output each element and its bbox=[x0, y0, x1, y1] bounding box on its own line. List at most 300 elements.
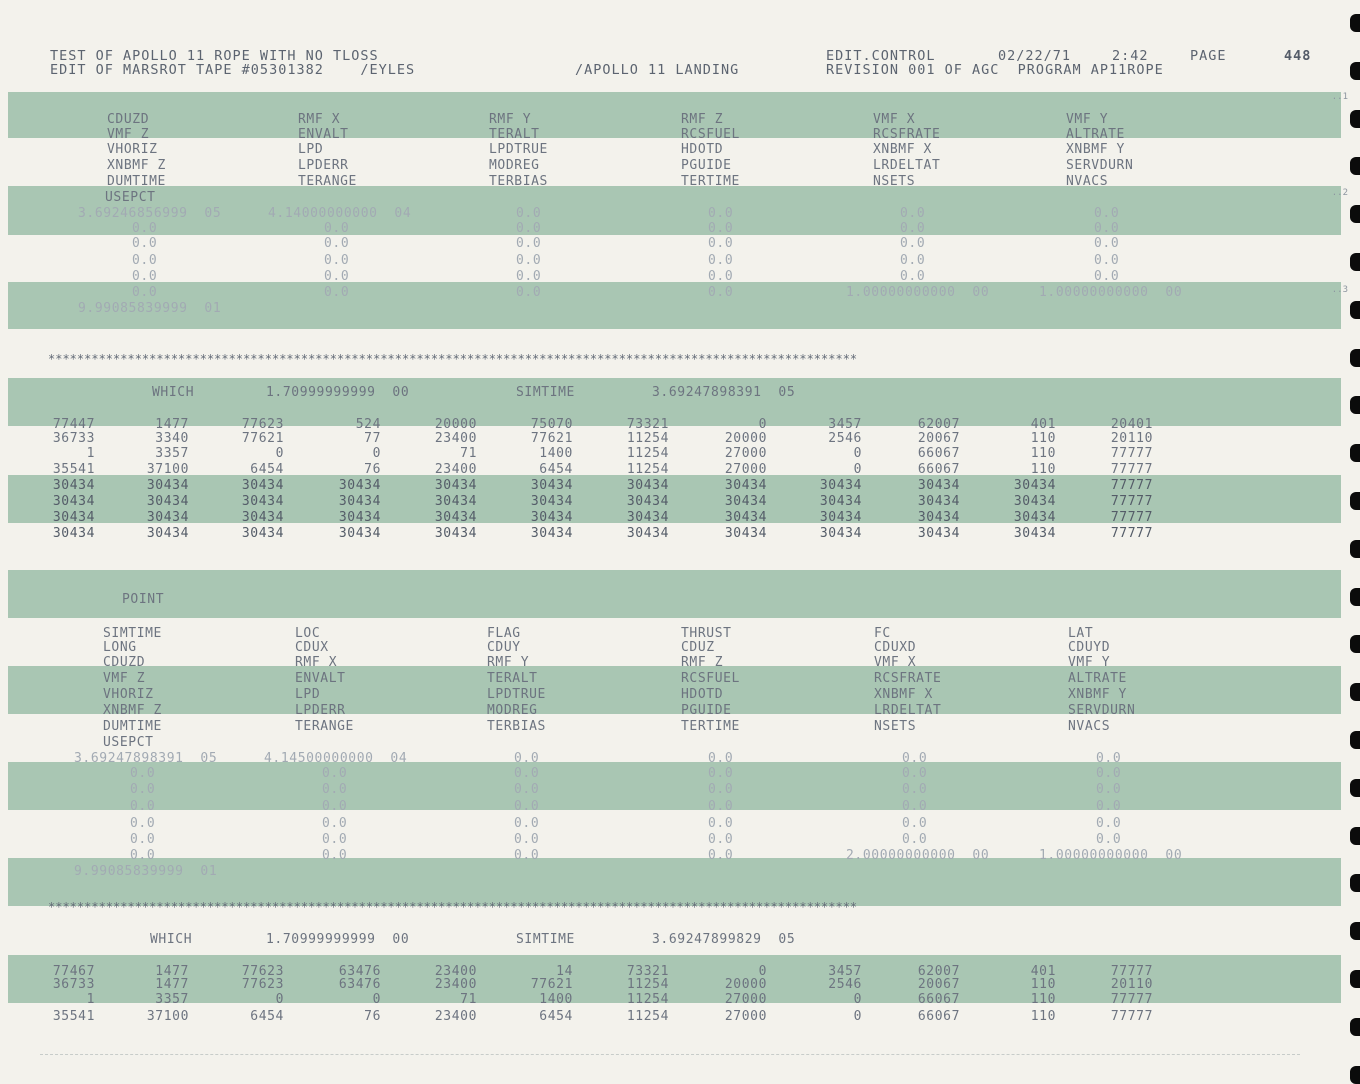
octal-cell: 75070 bbox=[530, 417, 573, 432]
field-value: 0.0 bbox=[322, 832, 348, 847]
field-label: LPD bbox=[298, 142, 324, 157]
field-label: MODREG bbox=[489, 158, 540, 173]
field-value: 0.0 bbox=[514, 782, 540, 797]
octal-cell: 20000 bbox=[724, 977, 767, 992]
field-label: LOC bbox=[295, 626, 321, 641]
margin-mark: ..1 bbox=[1331, 92, 1348, 102]
octal-cell: 77777 bbox=[1110, 494, 1153, 509]
field-value: 0.0 bbox=[1094, 236, 1120, 251]
field-value: 0.0 bbox=[514, 816, 540, 831]
octal-cell: 30434 bbox=[241, 478, 284, 493]
field-label: THRUST bbox=[681, 626, 732, 641]
paper-band bbox=[8, 570, 1341, 618]
simtime-value: 3.69247898391 05 bbox=[652, 385, 796, 400]
octal-cell: 30434 bbox=[917, 510, 960, 525]
octal-cell: 77621 bbox=[530, 431, 573, 446]
field-label: SIMTIME bbox=[103, 626, 162, 641]
field-label: RMF Z bbox=[681, 112, 724, 127]
sprocket-hole bbox=[1350, 253, 1360, 271]
header-revision: REVISION 001 OF AGC PROGRAM AP11ROPE bbox=[826, 62, 1164, 78]
header-date: 02/22/71 bbox=[998, 48, 1072, 64]
tractor-feed-strip bbox=[1346, 0, 1360, 1072]
octal-cell: 37100 bbox=[146, 462, 189, 477]
field-label: FLAG bbox=[487, 626, 521, 641]
octal-cell: 6454 bbox=[539, 462, 573, 477]
header-time: 2:42 bbox=[1112, 48, 1149, 64]
octal-cell: 30434 bbox=[626, 494, 669, 509]
paper-band bbox=[8, 762, 1341, 810]
field-value: 0.0 bbox=[708, 206, 734, 221]
octal-cell: 11254 bbox=[626, 1009, 669, 1024]
sprocket-hole bbox=[1350, 922, 1360, 940]
octal-cell: 66067 bbox=[917, 446, 960, 461]
field-label: USEPCT bbox=[105, 190, 156, 205]
octal-cell: 1400 bbox=[539, 446, 573, 461]
field-value: 1.00000000000 00 bbox=[1039, 848, 1183, 863]
field-label: XNBMF Y bbox=[1066, 142, 1125, 157]
octal-cell: 1477 bbox=[155, 417, 189, 432]
sprocket-hole bbox=[1350, 14, 1360, 32]
sprocket-hole bbox=[1350, 683, 1360, 701]
field-label: TERTIME bbox=[681, 719, 740, 734]
octal-cell: 20067 bbox=[917, 431, 960, 446]
field-value: 0.0 bbox=[1096, 799, 1122, 814]
octal-cell: 0 bbox=[275, 446, 284, 461]
field-value: 0.0 bbox=[132, 269, 158, 284]
octal-cell: 77777 bbox=[1110, 526, 1153, 541]
field-label: NSETS bbox=[873, 174, 916, 189]
header-center-title: /APOLLO 11 LANDING bbox=[575, 62, 740, 78]
octal-cell: 11254 bbox=[626, 977, 669, 992]
field-label: RMF X bbox=[298, 112, 341, 127]
field-value: 3.69247898391 05 bbox=[74, 751, 218, 766]
field-value: 0.0 bbox=[324, 253, 350, 268]
header-title-line2: EDIT OF MARSROT TAPE #05301382 /EYLES bbox=[50, 62, 416, 78]
field-label: DUMTIME bbox=[103, 719, 162, 734]
octal-cell: 23400 bbox=[434, 964, 477, 979]
field-value: 1.00000000000 00 bbox=[1039, 285, 1183, 300]
octal-cell: 77 bbox=[364, 431, 381, 446]
octal-cell: 1477 bbox=[155, 964, 189, 979]
field-label: LRDELTAT bbox=[874, 703, 942, 718]
octal-cell: 30434 bbox=[1013, 478, 1056, 493]
field-label: LAT bbox=[1068, 626, 1094, 641]
octal-cell: 0 bbox=[853, 446, 862, 461]
octal-cell: 1 bbox=[86, 446, 95, 461]
octal-cell: 30434 bbox=[146, 494, 189, 509]
which-label: WHICH bbox=[150, 932, 193, 947]
octal-cell: 30434 bbox=[146, 510, 189, 525]
octal-cell: 77467 bbox=[52, 964, 95, 979]
sprocket-hole bbox=[1350, 444, 1360, 462]
octal-cell: 23400 bbox=[434, 1009, 477, 1024]
octal-cell: 35541 bbox=[52, 462, 95, 477]
sprocket-hole bbox=[1350, 1018, 1360, 1036]
field-value: 0.0 bbox=[902, 766, 928, 781]
octal-cell: 524 bbox=[355, 417, 381, 432]
octal-cell: 3357 bbox=[155, 992, 189, 1007]
margin-mark: ..3 bbox=[1331, 285, 1348, 295]
field-value: 0.0 bbox=[324, 285, 350, 300]
octal-cell: 0 bbox=[853, 1009, 862, 1024]
field-value: 0.0 bbox=[514, 832, 540, 847]
octal-cell: 30434 bbox=[52, 494, 95, 509]
octal-cell: 27000 bbox=[724, 992, 767, 1007]
octal-cell: 30434 bbox=[1013, 510, 1056, 525]
field-label: CDUZD bbox=[103, 655, 146, 670]
octal-cell: 6454 bbox=[250, 1009, 284, 1024]
field-value: 0.0 bbox=[1096, 766, 1122, 781]
field-label: ALTRATE bbox=[1068, 671, 1127, 686]
octal-cell: 20401 bbox=[1110, 417, 1153, 432]
octal-cell: 0 bbox=[853, 992, 862, 1007]
field-label: XNBMF X bbox=[873, 142, 932, 157]
octal-cell: 11254 bbox=[626, 446, 669, 461]
sprocket-hole bbox=[1350, 635, 1360, 653]
star-separator: **************************************************************************************************************** bbox=[48, 352, 858, 366]
octal-cell: 62007 bbox=[917, 417, 960, 432]
octal-cell: 76 bbox=[364, 462, 381, 477]
field-label: RMF Y bbox=[487, 655, 530, 670]
octal-cell: 77623 bbox=[241, 977, 284, 992]
field-value: 0.0 bbox=[708, 269, 734, 284]
octal-cell: 27000 bbox=[724, 446, 767, 461]
octal-cell: 1400 bbox=[539, 992, 573, 1007]
octal-cell: 27000 bbox=[724, 1009, 767, 1024]
field-label: USEPCT bbox=[103, 735, 154, 750]
field-label: NVACS bbox=[1068, 719, 1111, 734]
octal-cell: 30434 bbox=[338, 494, 381, 509]
field-value: 4.14500000000 04 bbox=[264, 751, 408, 766]
sprocket-hole bbox=[1350, 157, 1360, 175]
field-label: HDOTD bbox=[681, 687, 724, 702]
octal-cell: 23400 bbox=[434, 977, 477, 992]
octal-cell: 3340 bbox=[155, 431, 189, 446]
sprocket-hole bbox=[1350, 540, 1360, 558]
field-label: TERTIME bbox=[681, 174, 740, 189]
simtime-label: SIMTIME bbox=[516, 385, 575, 400]
octal-cell: 11254 bbox=[626, 431, 669, 446]
field-label: CDUYD bbox=[1068, 640, 1111, 655]
which-label: WHICH bbox=[152, 385, 195, 400]
octal-cell: 63476 bbox=[338, 977, 381, 992]
header-edit-control: EDIT.CONTROL bbox=[826, 48, 936, 64]
field-value: 1.00000000000 00 bbox=[846, 285, 990, 300]
octal-cell: 6454 bbox=[250, 462, 284, 477]
field-value: 0.0 bbox=[708, 221, 734, 236]
point-title: POINT bbox=[122, 592, 165, 607]
octal-cell: 30434 bbox=[819, 510, 862, 525]
octal-cell: 30434 bbox=[724, 510, 767, 525]
field-value: 0.0 bbox=[708, 766, 734, 781]
octal-cell: 1 bbox=[86, 992, 95, 1007]
octal-cell: 110 bbox=[1030, 992, 1056, 1007]
octal-cell: 30434 bbox=[241, 494, 284, 509]
octal-cell: 30434 bbox=[917, 494, 960, 509]
field-label: HDOTD bbox=[681, 142, 724, 157]
field-label: TERANGE bbox=[298, 174, 357, 189]
octal-cell: 77777 bbox=[1110, 462, 1153, 477]
octal-cell: 77623 bbox=[241, 417, 284, 432]
field-label: CDUZD bbox=[107, 112, 150, 127]
sprocket-hole bbox=[1350, 110, 1360, 128]
octal-cell: 11254 bbox=[626, 462, 669, 477]
field-value: 0.0 bbox=[708, 848, 734, 863]
field-value: 0.0 bbox=[516, 269, 542, 284]
octal-cell: 3457 bbox=[828, 417, 862, 432]
field-label: VHORIZ bbox=[103, 687, 154, 702]
field-value: 2.00000000000 00 bbox=[846, 848, 990, 863]
field-label: XNBMF Z bbox=[107, 158, 166, 173]
field-label: FC bbox=[874, 626, 891, 641]
field-value: 9.99085839999 01 bbox=[74, 864, 218, 879]
star-separator: **************************************************************************************************************** bbox=[48, 900, 858, 914]
field-value: 0.0 bbox=[322, 848, 348, 863]
field-value: 0.0 bbox=[322, 816, 348, 831]
octal-cell: 77621 bbox=[530, 977, 573, 992]
sprocket-hole bbox=[1350, 349, 1360, 367]
field-value: 0.0 bbox=[324, 221, 350, 236]
field-value: 0.0 bbox=[132, 253, 158, 268]
field-value: 0.0 bbox=[132, 221, 158, 236]
octal-cell: 30434 bbox=[724, 526, 767, 541]
octal-cell: 30434 bbox=[52, 510, 95, 525]
field-label: RCSFUEL bbox=[681, 671, 740, 686]
octal-cell: 36733 bbox=[52, 431, 95, 446]
octal-cell: 30434 bbox=[819, 494, 862, 509]
octal-cell: 110 bbox=[1030, 1009, 1056, 1024]
sprocket-hole bbox=[1350, 1066, 1360, 1084]
octal-cell: 73321 bbox=[626, 417, 669, 432]
octal-cell: 3357 bbox=[155, 446, 189, 461]
octal-cell: 0 bbox=[372, 992, 381, 1007]
octal-cell: 6454 bbox=[539, 1009, 573, 1024]
paper-band bbox=[8, 92, 1341, 138]
field-label: RCSFUEL bbox=[681, 127, 740, 142]
field-value: 0.0 bbox=[514, 799, 540, 814]
field-label: PGUIDE bbox=[681, 703, 732, 718]
octal-cell: 71 bbox=[460, 446, 477, 461]
octal-cell: 77447 bbox=[52, 417, 95, 432]
field-value: 0.0 bbox=[708, 782, 734, 797]
field-value: 0.0 bbox=[130, 766, 156, 781]
octal-cell: 30434 bbox=[626, 478, 669, 493]
field-value: 0.0 bbox=[324, 269, 350, 284]
field-label: CDUZ bbox=[681, 640, 715, 655]
sprocket-hole bbox=[1350, 588, 1360, 606]
sprocket-hole bbox=[1350, 827, 1360, 845]
simtime-label: SIMTIME bbox=[516, 932, 575, 947]
field-value: 0.0 bbox=[132, 285, 158, 300]
header-page-label: PAGE bbox=[1190, 48, 1227, 64]
field-value: 0.0 bbox=[516, 206, 542, 221]
field-label: ALTRATE bbox=[1066, 127, 1125, 142]
octal-cell: 30434 bbox=[917, 526, 960, 541]
which-value: 1.70999999999 00 bbox=[266, 385, 410, 400]
sprocket-hole bbox=[1350, 205, 1360, 223]
field-label: RMF X bbox=[295, 655, 338, 670]
field-label: TERALT bbox=[487, 671, 538, 686]
octal-cell: 30434 bbox=[434, 526, 477, 541]
field-label: LPD bbox=[295, 687, 321, 702]
octal-cell: 0 bbox=[275, 992, 284, 1007]
sprocket-hole bbox=[1350, 492, 1360, 510]
margin-mark: ..2 bbox=[1331, 188, 1348, 198]
octal-cell: 23400 bbox=[434, 462, 477, 477]
field-value: 0.0 bbox=[900, 221, 926, 236]
field-value: 0.0 bbox=[1096, 832, 1122, 847]
octal-cell: 66067 bbox=[917, 462, 960, 477]
sprocket-hole bbox=[1350, 62, 1360, 80]
octal-cell: 30434 bbox=[338, 510, 381, 525]
field-value: 3.69246856999 05 bbox=[78, 206, 222, 221]
octal-cell: 63476 bbox=[338, 964, 381, 979]
octal-cell: 30434 bbox=[434, 494, 477, 509]
field-value: 0.0 bbox=[708, 285, 734, 300]
octal-cell: 30434 bbox=[819, 478, 862, 493]
sprocket-hole bbox=[1350, 301, 1360, 319]
octal-cell: 110 bbox=[1030, 462, 1056, 477]
octal-cell: 401 bbox=[1030, 417, 1056, 432]
octal-cell: 401 bbox=[1030, 964, 1056, 979]
octal-cell: 62007 bbox=[917, 964, 960, 979]
octal-cell: 20000 bbox=[724, 431, 767, 446]
field-label: VMF Z bbox=[107, 127, 150, 142]
octal-cell: 11254 bbox=[626, 992, 669, 1007]
octal-cell: 66067 bbox=[917, 992, 960, 1007]
field-label: XNBMF Z bbox=[103, 703, 162, 718]
octal-cell: 30434 bbox=[338, 526, 381, 541]
octal-cell: 27000 bbox=[724, 462, 767, 477]
perforation-line bbox=[40, 1054, 1300, 1055]
octal-cell: 30434 bbox=[1013, 526, 1056, 541]
field-label: ENVALT bbox=[298, 127, 349, 142]
field-label: RCSFRATE bbox=[873, 127, 941, 142]
field-value: 0.0 bbox=[516, 285, 542, 300]
octal-cell: 77777 bbox=[1110, 964, 1153, 979]
octal-cell: 30434 bbox=[52, 478, 95, 493]
sprocket-hole bbox=[1350, 396, 1360, 414]
field-value: 0.0 bbox=[1094, 269, 1120, 284]
field-label: VMF Y bbox=[1068, 655, 1111, 670]
octal-cell: 23400 bbox=[434, 431, 477, 446]
field-value: 0.0 bbox=[708, 799, 734, 814]
field-value: 0.0 bbox=[516, 253, 542, 268]
octal-cell: 2546 bbox=[828, 431, 862, 446]
octal-cell: 30434 bbox=[146, 526, 189, 541]
octal-cell: 30434 bbox=[819, 526, 862, 541]
field-value: 0.0 bbox=[514, 848, 540, 863]
octal-cell: 77777 bbox=[1110, 992, 1153, 1007]
octal-cell: 20110 bbox=[1110, 431, 1153, 446]
sprocket-hole bbox=[1350, 731, 1360, 749]
field-value: 0.0 bbox=[902, 799, 928, 814]
octal-cell: 30434 bbox=[1013, 494, 1056, 509]
field-value: 0.0 bbox=[516, 236, 542, 251]
field-label: LPDTRUE bbox=[489, 142, 548, 157]
field-label: LRDELTAT bbox=[873, 158, 941, 173]
field-label: TERANGE bbox=[295, 719, 354, 734]
octal-cell: 30434 bbox=[530, 478, 573, 493]
paper-band bbox=[8, 666, 1341, 714]
octal-cell: 71 bbox=[460, 992, 477, 1007]
octal-cell: 30434 bbox=[241, 526, 284, 541]
field-value: 0.0 bbox=[130, 782, 156, 797]
octal-cell: 20067 bbox=[917, 977, 960, 992]
octal-cell: 36733 bbox=[52, 977, 95, 992]
field-value: 0.0 bbox=[900, 269, 926, 284]
field-value: 0.0 bbox=[1096, 816, 1122, 831]
octal-cell: 37100 bbox=[146, 1009, 189, 1024]
field-label: XNBMF X bbox=[874, 687, 933, 702]
field-label: TERBIAS bbox=[487, 719, 546, 734]
octal-cell: 14 bbox=[556, 964, 573, 979]
sprocket-hole bbox=[1350, 970, 1360, 988]
octal-cell: 30434 bbox=[241, 510, 284, 525]
field-value: 0.0 bbox=[1096, 782, 1122, 797]
octal-cell: 77777 bbox=[1110, 1009, 1153, 1024]
octal-cell: 30434 bbox=[338, 478, 381, 493]
octal-cell: 110 bbox=[1030, 431, 1056, 446]
octal-cell: 20110 bbox=[1110, 977, 1153, 992]
octal-cell: 0 bbox=[372, 446, 381, 461]
field-value: 0.0 bbox=[322, 799, 348, 814]
field-value: 0.0 bbox=[514, 766, 540, 781]
which-value: 1.70999999999 00 bbox=[266, 932, 410, 947]
octal-cell: 30434 bbox=[434, 510, 477, 525]
field-label: RMF Z bbox=[681, 655, 724, 670]
octal-cell: 30434 bbox=[724, 494, 767, 509]
octal-cell: 2546 bbox=[828, 977, 862, 992]
field-label: TERBIAS bbox=[489, 174, 548, 189]
octal-cell: 30434 bbox=[146, 478, 189, 493]
field-label: CDUX bbox=[295, 640, 329, 655]
field-label: CDUY bbox=[487, 640, 521, 655]
field-label: VMF Z bbox=[103, 671, 146, 686]
field-label: RCSFRATE bbox=[874, 671, 942, 686]
octal-cell: 0 bbox=[758, 417, 767, 432]
field-label: SERVDURN bbox=[1066, 158, 1134, 173]
field-label: CDUXD bbox=[874, 640, 917, 655]
octal-cell: 30434 bbox=[626, 526, 669, 541]
octal-cell: 66067 bbox=[917, 1009, 960, 1024]
field-value: 4.14000000000 04 bbox=[268, 206, 412, 221]
field-value: 0.0 bbox=[902, 832, 928, 847]
header-title-line1: TEST OF APOLLO 11 ROPE WITH NO TLOSS bbox=[50, 48, 379, 64]
field-label: VMF Y bbox=[1066, 112, 1109, 127]
sprocket-hole bbox=[1350, 874, 1360, 892]
octal-cell: 30434 bbox=[434, 478, 477, 493]
octal-cell: 77623 bbox=[241, 964, 284, 979]
field-value: 0.0 bbox=[902, 816, 928, 831]
field-value: 0.0 bbox=[1094, 206, 1120, 221]
sprocket-hole bbox=[1350, 779, 1360, 797]
field-value: 0.0 bbox=[130, 816, 156, 831]
octal-cell: 77777 bbox=[1110, 510, 1153, 525]
octal-cell: 0 bbox=[758, 964, 767, 979]
field-label: NSETS bbox=[874, 719, 917, 734]
field-value: 0.0 bbox=[1096, 751, 1122, 766]
field-label: LPDTRUE bbox=[487, 687, 546, 702]
field-value: 0.0 bbox=[516, 221, 542, 236]
field-label: TERALT bbox=[489, 127, 540, 142]
field-value: 0.0 bbox=[708, 816, 734, 831]
field-value: 0.0 bbox=[130, 848, 156, 863]
field-value: 0.0 bbox=[514, 751, 540, 766]
octal-cell: 110 bbox=[1030, 977, 1056, 992]
field-value: 0.0 bbox=[900, 253, 926, 268]
octal-cell: 1477 bbox=[155, 977, 189, 992]
